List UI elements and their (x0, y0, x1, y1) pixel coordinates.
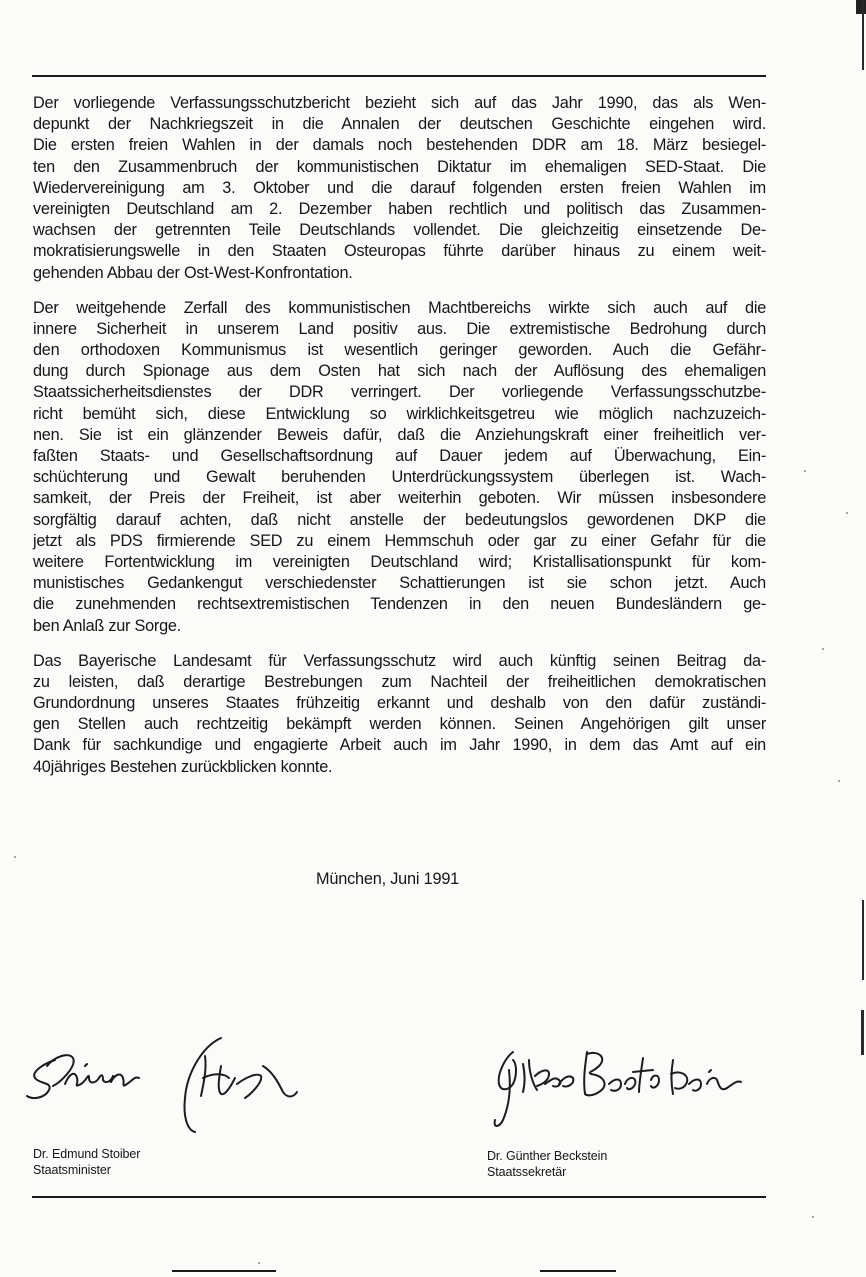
signature-beckstein (483, 1040, 753, 1130)
text-line: innere Sicherheit in unserem Land positiv aus. Die extremistische Bedrohung durch (33, 319, 766, 338)
text-line: samkeit, der Preis der Freiheit, ist aber weiterhin geboten. Wir müssen insbesondere (33, 489, 766, 508)
footer-rule (172, 1270, 276, 1272)
signatory-title: Staatsminister (33, 1163, 111, 1177)
text-line: Dank für sachkundige und engagierte Arbeit auch im Jahr 1990, in dem das Amt auf ein (33, 736, 766, 755)
text-line: ben Anlaß zur Sorge. (33, 616, 181, 635)
text-line: Der weitgehende Zerfall des kommunistischen Machtbereichs wirkte sich auch auf die (33, 298, 766, 317)
scan-edge-line (862, 0, 864, 70)
text-line: Wiedervereinigung am 3. Oktober und die darauf folgenden ersten freien Wahlen im (33, 178, 766, 197)
scan-edge-line (862, 900, 864, 980)
paragraph (33, 651, 766, 778)
text-line: zu leisten, daß derartige Bestrebungen zum Nachteil der freiheitlichen demokratischen (33, 672, 766, 691)
text-line: Staatssicherheitsdienstes der DDR verringert. Der vorliegende Verfassungsschutzbe- (33, 383, 766, 402)
scan-speck (822, 648, 824, 650)
signatory-beckstein (487, 1148, 607, 1180)
text-line: Der vorliegende Verfassungsschutzbericht bezieht sich auf das Jahr 1990, das als Wen- (33, 94, 766, 112)
bottom-rule (32, 1196, 766, 1198)
text-line: dung durch Spionage aus dem Osten hat sich nach der Auflösung des ehemaligen (33, 362, 766, 381)
scan-speck (804, 470, 806, 472)
text-line: weitere Fortentwicklung im vereinigten Deutschland wird; Kristallisationspunkt für kom- (33, 552, 766, 571)
signatory-name: Dr. Günther Beckstein (487, 1149, 608, 1163)
text-line: munistisches Gedankengut verschiedenster Schattierungen ist sie schon jetzt. Auch (33, 574, 766, 593)
text-line: mokratisierungswelle in den Staaten Osteuropas führte darüber hinaus zu einem weit- (33, 242, 766, 261)
signatory-name: Dr. Edmund Stoiber (33, 1147, 141, 1161)
body-text (33, 93, 766, 792)
text-line: gen Stellen auch rechtzeitig bekämpft werden können. Seinen Angehörigen gilt unser (33, 715, 766, 734)
text-line: 40jähriges Bestehen zurückblicken konnte. (33, 757, 333, 776)
text-line: die zunehmenden rechtsextremistischen Tendenzen in den neuen Bundesländern ge- (33, 595, 766, 614)
text-line: vereinigten Deutschland am 2. Dezember haben rechtlich und politisch das Zusammen- (33, 199, 766, 218)
text-line: sorgfältig darauf achten, daß nicht anstelle der bedeutungslos gewordenen DKP die (33, 510, 766, 529)
scan-speck (846, 512, 848, 514)
signatory-title: Staatssekretär (487, 1165, 567, 1179)
text-line: wachsen der getrennten Teile Deutschlands vollendet. Die gleichzeitig einsetzende De- (33, 221, 766, 240)
paragraph (33, 298, 766, 637)
scan-edge-line (861, 1010, 864, 1055)
signature-stoiber (25, 1026, 315, 1138)
paragraph (33, 93, 766, 284)
text-line: jetzt als PDS firmierende SED zu einem Hemmschuh oder gar zu einer Gefahr für die (33, 531, 766, 550)
scan-edge-mark (856, 0, 866, 14)
text-line: Das Bayerische Landesamt für Verfassungsschutz wird auch künftig seinen Beitrag da- (33, 651, 766, 670)
text-line: faßten Staats- und Gesellschaftsordnung auf Dauer jedem auf Überwachung, Ein- (33, 447, 766, 465)
top-rule (32, 75, 766, 77)
scan-speck (258, 1262, 260, 1264)
scan-speck (838, 780, 840, 782)
place-date: München, Juni 1991 (316, 870, 460, 888)
text-line: schüchterung und Gewalt beruhenden Unterdrückungssystem überlegen ist. Wach- (33, 468, 766, 487)
text-line: depunkt der Nachkriegszeit in die Annalen der deutschen Geschichte eingehen wird. (33, 115, 766, 134)
text-line: ten den Zusammenbruch der kommunistischen Diktatur im ehemaligen SED-Staat. Die (33, 157, 766, 176)
signatory-stoiber (33, 1146, 140, 1178)
text-line: Die ersten freien Wahlen in der damals noch bestehenden DDR am 18. März besiegel- (33, 136, 766, 155)
text-line: richt bemüht sich, diese Entwicklung so wirklichkeitsgetreu wie möglich nachzuzeich- (33, 404, 766, 423)
text-line: den orthodoxen Kommunismus ist wesentlich geringer geworden. Auch die Gefähr- (33, 341, 766, 360)
scan-speck (14, 856, 16, 858)
text-line: nen. Sie ist ein glänzender Beweis dafür, daß die Anziehungskraft einer freiheitlich ver- (33, 425, 766, 444)
scan-speck (812, 1216, 814, 1218)
text-line: gehenden Abbau der Ost-West-Konfrontation. (33, 263, 353, 282)
text-line: Grundordnung unseres Staates frühzeitig erkannt und deshalb von den dafür zuständi- (33, 694, 766, 713)
footer-rule (540, 1270, 616, 1272)
